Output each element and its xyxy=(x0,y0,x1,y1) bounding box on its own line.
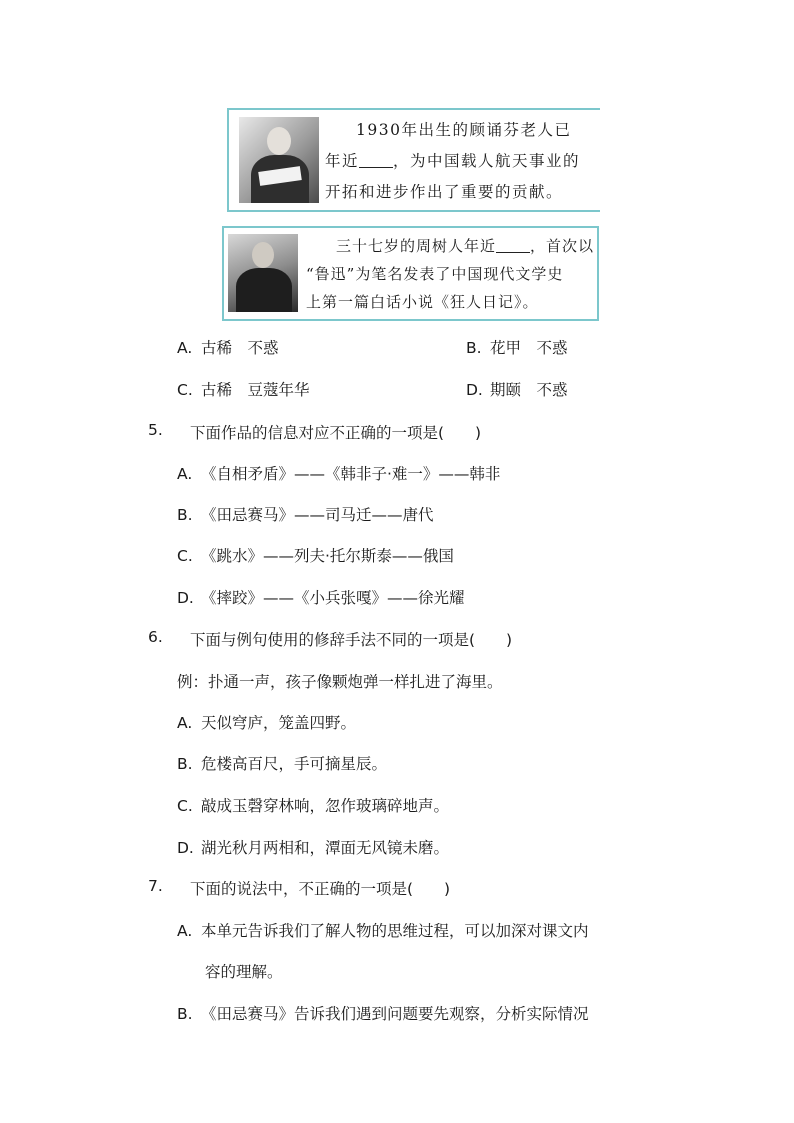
box2-line3: 上第一篇白话小说《狂人日记》。 xyxy=(306,293,539,311)
q6-option-b[interactable]: B. 危楼高百尺，手可摘星辰。 xyxy=(177,755,388,773)
q5-number: 5. xyxy=(148,421,163,439)
q6-option-a[interactable]: A. 天似穹庐，笼盖四野。 xyxy=(177,714,357,732)
q6-example: 例：扑通一声，孩子像颗炮弹一样扎进了海里。 xyxy=(177,673,503,691)
fill-blank xyxy=(359,152,393,169)
box2-line2: “鲁迅”为笔名发表了中国现代文学史 xyxy=(306,265,564,283)
q4-option-c[interactable]: C. 古稀 豆蔻年华 xyxy=(177,381,310,399)
illustration-box-lu-xun xyxy=(222,226,599,321)
q5-option-d[interactable]: D. 《摔跤》——《小兵张嘎》——徐光耀 xyxy=(177,589,465,607)
q4-option-d[interactable]: D. 期颐 不惑 xyxy=(466,381,568,399)
portrait-photo-gu-songfen xyxy=(239,117,319,203)
q4-option-a[interactable]: A. 古稀 不惑 xyxy=(177,339,279,357)
q6-option-c[interactable]: C. 敲成玉磬穿林响，忽作玻璃碎地声。 xyxy=(177,797,450,815)
portrait-photo-lu-xun xyxy=(228,234,298,312)
q5-stem: 下面作品的信息对应不正确的一项是( ) xyxy=(190,424,482,442)
q5-option-a[interactable]: A. 《自相矛盾》——《韩非子·难一》——韩非 xyxy=(177,465,501,483)
q5-option-c[interactable]: C. 《跳水》——列夫·托尔斯泰——俄国 xyxy=(177,547,454,565)
q6-option-d[interactable]: D. 湖光秋月两相和，潭面无风镜未磨。 xyxy=(177,839,450,857)
box1-line2: 年近 ，为中国载人航天事业的 xyxy=(325,152,581,170)
q7-option-a-continued: 容的理解。 xyxy=(205,963,283,981)
q7-option-a[interactable]: A. 本单元告诉我们了解人物的思维过程，可以加深对课文内 xyxy=(177,922,589,940)
q4-option-b[interactable]: B. 花甲 不惑 xyxy=(466,339,568,357)
box2-text xyxy=(306,232,596,316)
q7-option-b[interactable]: B. 《田忌赛马》告诉我们遇到问题要先观察，分析实际情况 xyxy=(177,1005,589,1023)
q5-option-b[interactable]: B. 《田忌赛马》——司马迁——唐代 xyxy=(177,506,434,524)
box1-line3: 开拓和进步作出了重要的贡献。 xyxy=(325,183,564,201)
box2-line1: 三十七岁的周树人年近 ，首次以 xyxy=(336,237,595,255)
box1-text xyxy=(325,115,597,208)
q7-stem: 下面的说法中，不正确的一项是( ) xyxy=(190,880,451,898)
q6-stem: 下面与例句使用的修辞手法不同的一项是( ) xyxy=(190,631,513,649)
q6-number: 6. xyxy=(148,628,163,646)
q7-number: 7. xyxy=(148,877,163,895)
illustration-box-gu-songfen xyxy=(227,108,600,212)
box1-line1: 1930年出生的顾诵芬老人已 xyxy=(356,121,572,139)
fill-blank xyxy=(496,237,530,253)
